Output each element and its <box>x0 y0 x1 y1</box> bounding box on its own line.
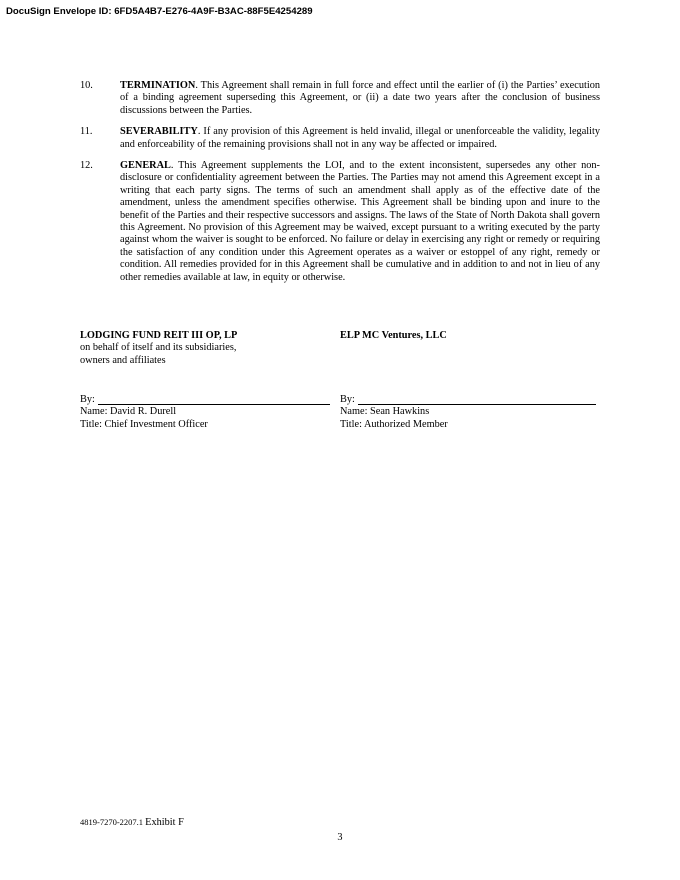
party-left-desc-2: owners and affiliates <box>80 354 166 366</box>
party-right-name: ELP MC Ventures, LLC <box>340 330 447 341</box>
signature-line-right[interactable] <box>340 394 596 406</box>
clauses-list <box>80 80 600 293</box>
envelope-id: DocuSign Envelope ID: 6FD5A4B7-E276-4A9F-B3AC-88F5E4254289 <box>6 6 313 17</box>
party-left-name: LODGING FUND REIT III OP, LP <box>80 330 238 341</box>
party-right <box>340 330 447 342</box>
page-number: 3 <box>337 832 343 843</box>
doc-code: 4819-7270-2207.1 <box>80 817 146 827</box>
clause-severability <box>80 126 600 151</box>
signer-name: Name: Sean Hawkins <box>340 406 430 418</box>
signature-line-left[interactable] <box>80 394 330 406</box>
clause-number: 12. <box>80 160 93 172</box>
signer-name: Name: David R. Durell <box>80 406 177 418</box>
by-label: By: <box>340 394 355 405</box>
clause-heading: SEVERABILITY <box>120 126 198 138</box>
document-code <box>80 817 184 828</box>
party-left <box>80 330 237 367</box>
party-left-desc-1: on behalf of itself and its subsidiaries, <box>80 342 237 354</box>
clause-text: . This Agreement shall remain in full force and effect until the earlier of (i) the Parties’ execution of a binding agreement superseding this Agreement, or (ii) a date two years after the conclusion of business discussions between the Parties. <box>120 80 600 116</box>
signature-block-left <box>80 394 330 431</box>
signature-rule <box>358 404 596 405</box>
signature-block-right <box>340 394 596 431</box>
signer-title: Title: Chief Investment Officer <box>80 418 208 430</box>
clause-number: 10. <box>80 80 93 91</box>
clause-text: . If any provision of this Agreement is held invalid, illegal or unenforceable the validity, legality and enforceability of the remaining provisions shall not in any way be affected or impaired. <box>120 126 600 150</box>
clause-text: . This Agreement supplements the LOI, and to the extent inconsistent, supersedes any other non-disclosure or confidentiality agreement between the Parties. The Parties may not amend this Agreement except in a writing that each party signs. The terms of such an amendment shall apply as of the effective date of the amendment, unless the amendment specifies otherwise. This Agreement shall be binding upon and inure to the benefit of the Parties and their respective successors and assigns. The laws of the State of North Dakota shall govern this Agreement. No provision of this Agreement may be waived, except pursuant to a writing executed by the party against whom the waiver is sought to be enforced. No failure or delay in exercising any right or remedy or requiring the satisfaction of any condition under this Agreement operates as a waiver or estoppel of any right, remedy or condition. All remedies provided for in this Agreement shall be cumulative and in addition to and not in lieu of any other remedies available at law, in equity or otherwise. <box>120 160 600 283</box>
clause-termination <box>80 80 600 117</box>
by-label: By: <box>80 394 95 405</box>
exhibit-label: Exhibit F <box>145 817 184 828</box>
signature-rule <box>98 404 330 405</box>
clause-heading: GENERAL <box>120 160 171 172</box>
signer-title: Title: Authorized Member <box>340 418 448 430</box>
clause-heading: TERMINATION <box>120 80 196 91</box>
clause-number: 11. <box>80 126 93 138</box>
clause-general <box>80 160 600 284</box>
